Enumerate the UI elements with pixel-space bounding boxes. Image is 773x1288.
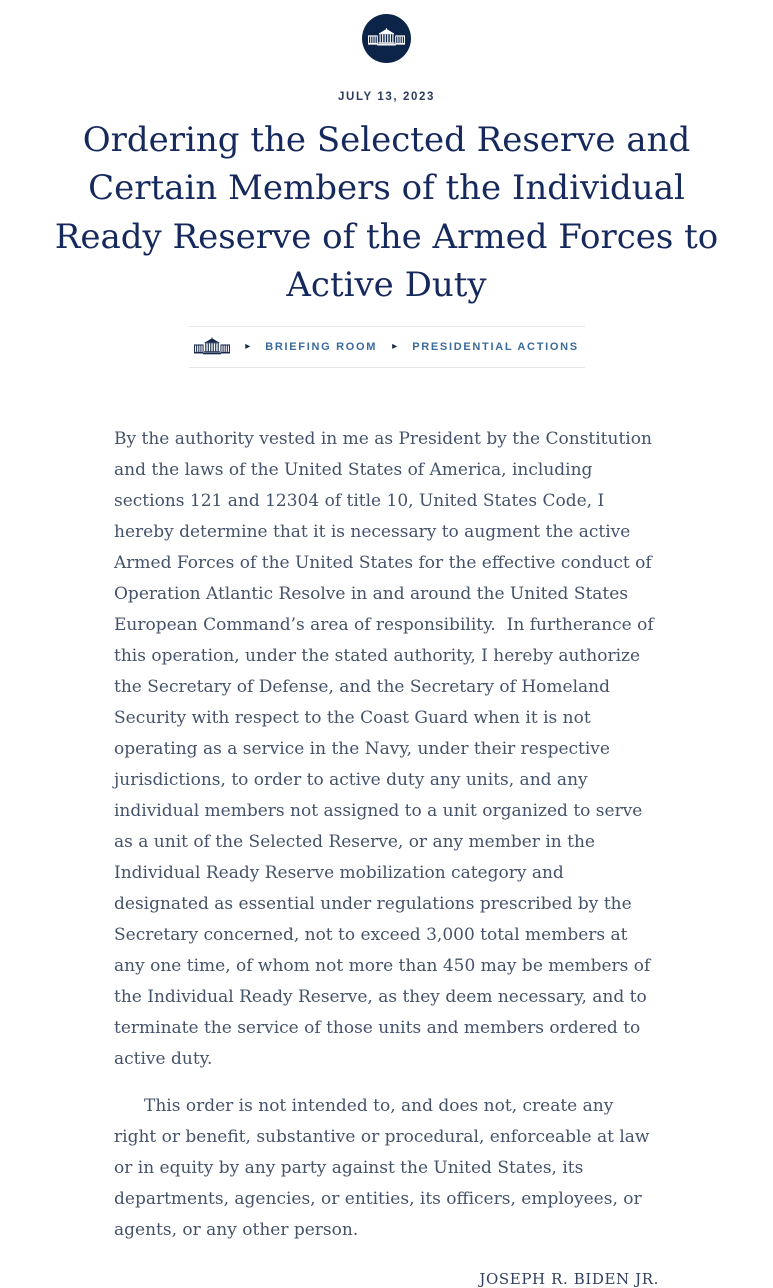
breadcrumb [189, 326, 585, 368]
chevron-right-icon: ▸ [245, 341, 251, 353]
paragraph: By the authority vested in me as President by the Constitution and the laws of the United States of America, including sections 121 and 12304 of title 10, United States Code, I hereby determine that it is necessary to augment the active Armed Forces of the United States for the effective conduct of Operation Atlantic Resolve in and around the United States European Command’s area of responsibility. In furtherance of this operation, under the stated authority, I hereby authorize the Secretary of Defense, and the Secretary of Homeland Security with respect to the Coast Guard when it is not operating as a service in the Navy, under their respective jurisdictions, to order to active duty any units, and any individual members not assigned to a unit organized to serve as a unit of the Selected Reserve, or any member in the Individual Ready Reserve mobilization category and designated as essential under regulations prescribed by the Secretary concerned, not to exceed 3,000 total members at any one time, of whom not more than 450 may be members of the Individual Ready Reserve, as they deem necessary, and to terminate the service of those units and members ordered to active duty. [114, 429, 654, 1070]
article-body [114, 424, 659, 1288]
signature: JOSEPH R. BIDEN JR. [479, 1270, 659, 1288]
paragraph: This order is not intended to, and does not, create any right or benefit, substantive or procedural, enforceable at law or in equity by any party against the United States, its departments, agencies, or entities, its officers, employees, or agents, or any other person. [114, 1096, 650, 1241]
white-house-logo-link[interactable] [362, 14, 411, 63]
page-title: Ordering the Selected Reserve and Certain Members of the Individual Ready Reserve of the Armed Forces to Active Duty [54, 120, 719, 305]
breadcrumb-item-presidential-actions[interactable]: PRESIDENTIAL ACTIONS [412, 341, 579, 354]
breadcrumb-home-link[interactable] [194, 337, 230, 357]
breadcrumb-item-briefing-room[interactable]: BRIEFING ROOM [265, 341, 378, 354]
chevron-right-icon: ▸ [392, 341, 398, 353]
publication-date: JULY 13, 2023 [338, 91, 435, 103]
page-header [0, 14, 773, 309]
